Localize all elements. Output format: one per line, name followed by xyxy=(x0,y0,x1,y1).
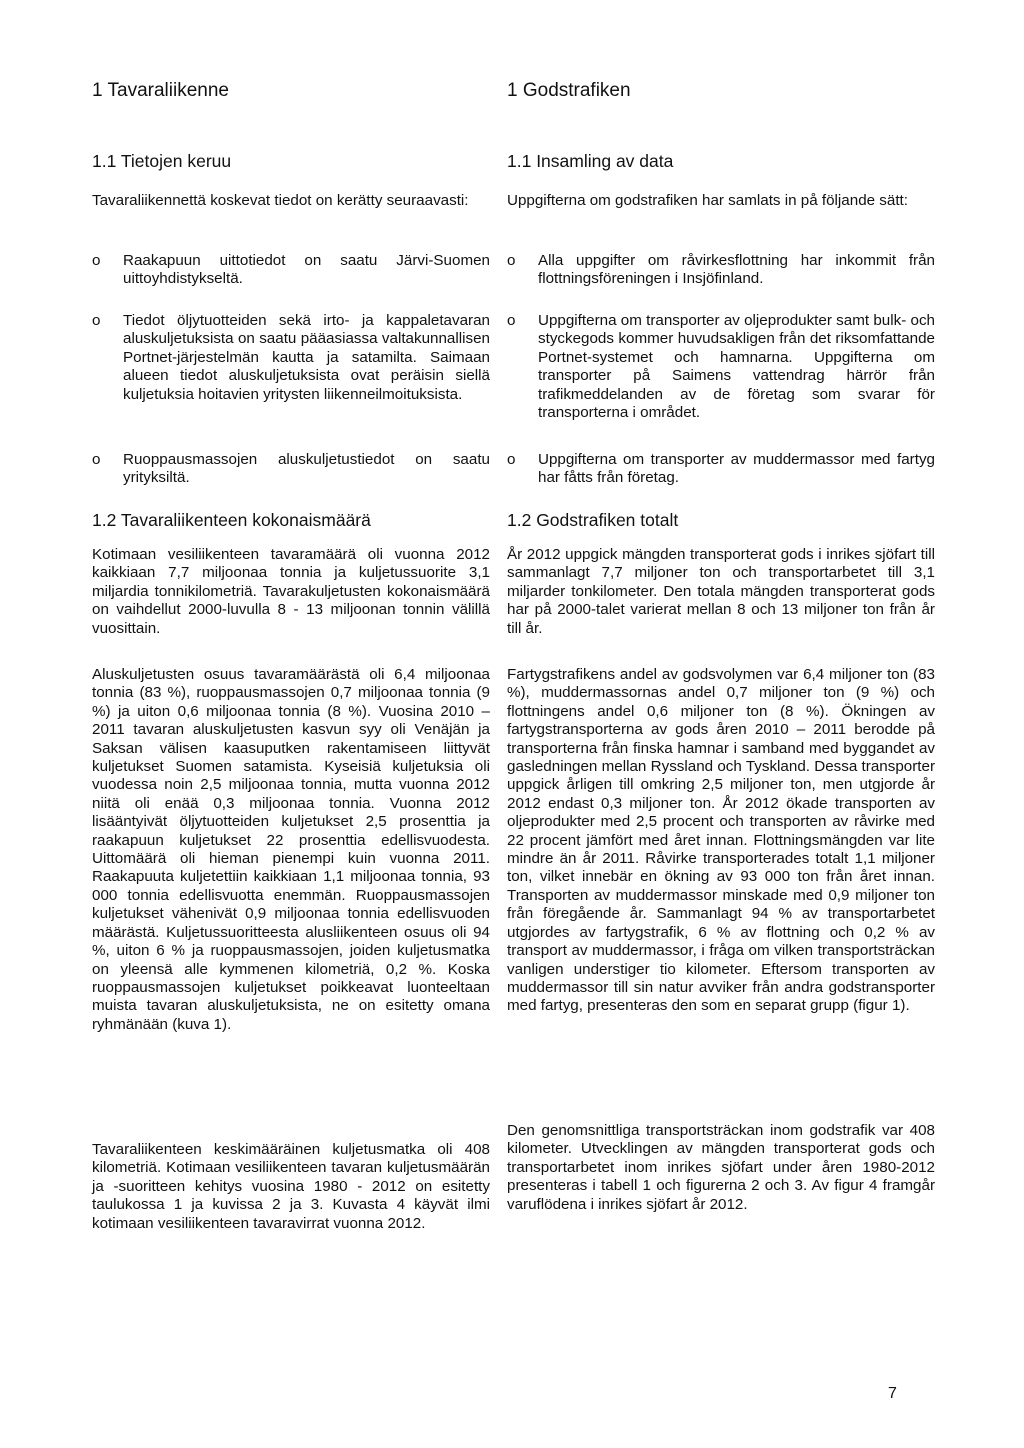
sv-chapter-title: 1 Godstrafiken xyxy=(507,80,631,101)
sv-paragraph: Den genomsnittliga transportsträckan inom godstrafik var 408 kilometer. Utvecklingen av mängden transporterat gods och transportarbetet inom inrikes sjöfart under åren 1980-2012 presenteras i tabell 1 och figurerna 2 och 3. Av figur 4 framgår varuflödena i inrikes sjöfart år 2012. xyxy=(507,1122,935,1213)
sv-section-heading-data-collection: 1.1 Insamling av data xyxy=(507,151,674,171)
fi-intro-paragraph: Tavaraliikennettä koskevat tiedot on kerätty seuraavasti: xyxy=(92,192,469,209)
page-number: 7 xyxy=(888,1385,897,1402)
fi-section-heading-data-collection: 1.1 Tietojen keruu xyxy=(92,151,232,171)
sv-paragraph: Fartygstrafikens andel av godsvolymen var 6,4 miljoner ton (83 %), muddermassornas andel 0,7 miljoner ton (9 %) och flottningens andel 0,6 miljoner ton (8 %). Ökningen av fartygstransporterna av gods åren 2010 – 2011 berodde på transporterna från finska hamnar i samband med byggandet av gasledningen mellan Ryssland och Tyskland. Dessa transporter uppgick årligen till omkring 2,5 miljoner ton, men utgjorde år 2012 endast 0,3 miljoner ton. År 2012 ökade transporten av oljeprodukter med 2,5 procent och transporten av råvirke med 22 procent jämfört med året innan. Flottningsmängden var lite mindre än år 2011. Råvirke transporterades totalt 1,1 miljoner ton, vilket innebär en ökning av 93 000 ton från året innan. Transporten av muddermassor minskade med 0,9 miljoner ton från föregående år. Sammanlagt 94 % av transportarbetet utgjordes av fartygstrafik, 6 % av flottning och 0,2 % av transport av muddermassor, i fråga om vilken transportsträckan vanligen understiger tio kilometer. Eftersom transporten av muddermassor till sin natur avviker från andra godstransporter med fartyg, presenteras den som en separat grupp (figur 1). xyxy=(507,666,935,1015)
fi-bullet-marker: o xyxy=(92,252,101,269)
fi-paragraph: Tavaraliikenteen keskimääräinen kuljetusmatka oli 408 kilometriä. Kotimaan vesiliikenteen tavaran kuljetusmäärän ja -suoritteen kehitys vuosina 1980 - 2012 on esitetty taulukossa 1 ja kuvissa 2 ja 3. Kuvasta 4 käyvät ilmi kotimaan vesiliikenteen tavaravirrat vuonna 2012. xyxy=(92,1141,490,1232)
sv-section-heading-total: 1.2 Godstrafiken totalt xyxy=(507,510,679,530)
sv-bullet-item: Uppgifterna om transporter av muddermassor med fartyg har fåtts från företag. xyxy=(538,451,935,487)
fi-bullet-marker: o xyxy=(92,312,101,329)
sv-intro-paragraph: Uppgifterna om godstrafiken har samlats in på följande sätt: xyxy=(507,192,909,209)
fi-paragraph: Aluskuljetusten osuus tavaramäärästä oli 6,4 miljoonaa tonnia (83 %), ruoppausmassojen 0,7 miljoonaa tonnia (9 %) ja uiton 0,6 miljoonaa tonnia (8 %). Vuosina 2010 – 2011 tavaran aluskuljetusten kasvun syy oli Venäjän ja Saksan välisen kaasuputken rakentamiseen liittyvät kuljetukset Suomen satamista. Kyseisiä kuljetuksia oli vuodessa noin 2,5 miljoonaa tonnia, mutta vuonna 2012 niitä oli enää 0,3 miljoonaa tonnia. Vuonna 2012 lisääntyivät öljytuotteiden kuljetukset 2,5 prosenttia ja raakapuun kuljetukset 22 prosenttia edellisvuodesta. Uittomäärä oli hieman pienempi kuin vuonna 2011. Raakapuuta kuljetettiin kaikkiaan 1,1 miljoonaa tonnia, 93 000 tonnia edellisvuotta enemmän. Ruoppausmassojen kuljetukset vähenivät 0,9 miljoonaa tonnia edellisvuoden määrästä. Kuljetussuoritteesta alusliikenteen osuus oli 94 %, uiton 6 % ja ruoppausmassojen, joiden kuljetusmatka on yleensä alle kymmenen kilometriä, 0,2 %. Koska ruoppausmassojen kuljetukset poikkeavat luonteeltaan muista tavaran aluskuljetuksista, ne on esitetty omana ryhmänään (kuva 1). xyxy=(92,666,490,1033)
sv-bullet-item: Uppgifterna om transporter av oljeprodukter samt bulk- och styckegods kommer huvudsakligen från det riksomfattande Portnet-systemet och hamnarna. Uppgifterna om transporter på Saimens vattendrag härrör från trafikmeddelanden av de företag som svarar för transporterna i området. xyxy=(538,312,935,422)
sv-bullet-marker: o xyxy=(507,451,516,468)
fi-section-heading-total: 1.2 Tavaraliikenteen kokonaismäärä xyxy=(92,510,371,530)
fi-chapter-title: 1 Tavaraliikenne xyxy=(92,80,229,101)
fi-paragraph: Kotimaan vesiliikenteen tavaramäärä oli vuonna 2012 kaikkiaan 7,7 miljoonaa tonnia ja kuljetussuorite 3,1 miljardia tonnikilometriä. Tavarakuljetusten kokonaismäärä on vaihdellut 2000-luvulla 8 - 13 miljoonan tonnin välillä vuosittain. xyxy=(92,546,490,637)
sv-bullet-item: Alla uppgifter om råvirkesflottning har inkommit från flottningsföreningen i Insjöfinland. xyxy=(538,252,935,288)
fi-bullet-item: Raakapuun uittotiedot on saatu Järvi-Suomen uittoyhdistykseltä. xyxy=(123,252,490,288)
fi-bullet-item: Tiedot öljytuotteiden sekä irto- ja kappaletavaran aluskuljetuksista on saatu pääasiassa valtakunnallisen Portnet-järjestelmän kautta ja satamilta. Saimaan alueen tiedot aluskuljetuksista ovat peräisin siellä kuljetuksia hoitavien yritysten liikenneilmoituksista. xyxy=(123,312,490,403)
sv-bullet-marker: o xyxy=(507,252,516,269)
fi-bullet-marker: o xyxy=(92,451,101,468)
fi-bullet-item: Ruoppausmassojen aluskuljetustiedot on saatu yrityksiltä. xyxy=(123,451,490,487)
sv-paragraph: År 2012 uppgick mängden transporterat gods i inrikes sjöfart till sammanlagt 7,7 miljoner ton och transportarbetet till 3,1 miljarder tonkilometer. Den totala mängden transporterat gods har på 2000-talet varierat mellan 8 och 13 miljoner ton från år till år. xyxy=(507,546,935,637)
sv-bullet-marker: o xyxy=(507,312,516,329)
